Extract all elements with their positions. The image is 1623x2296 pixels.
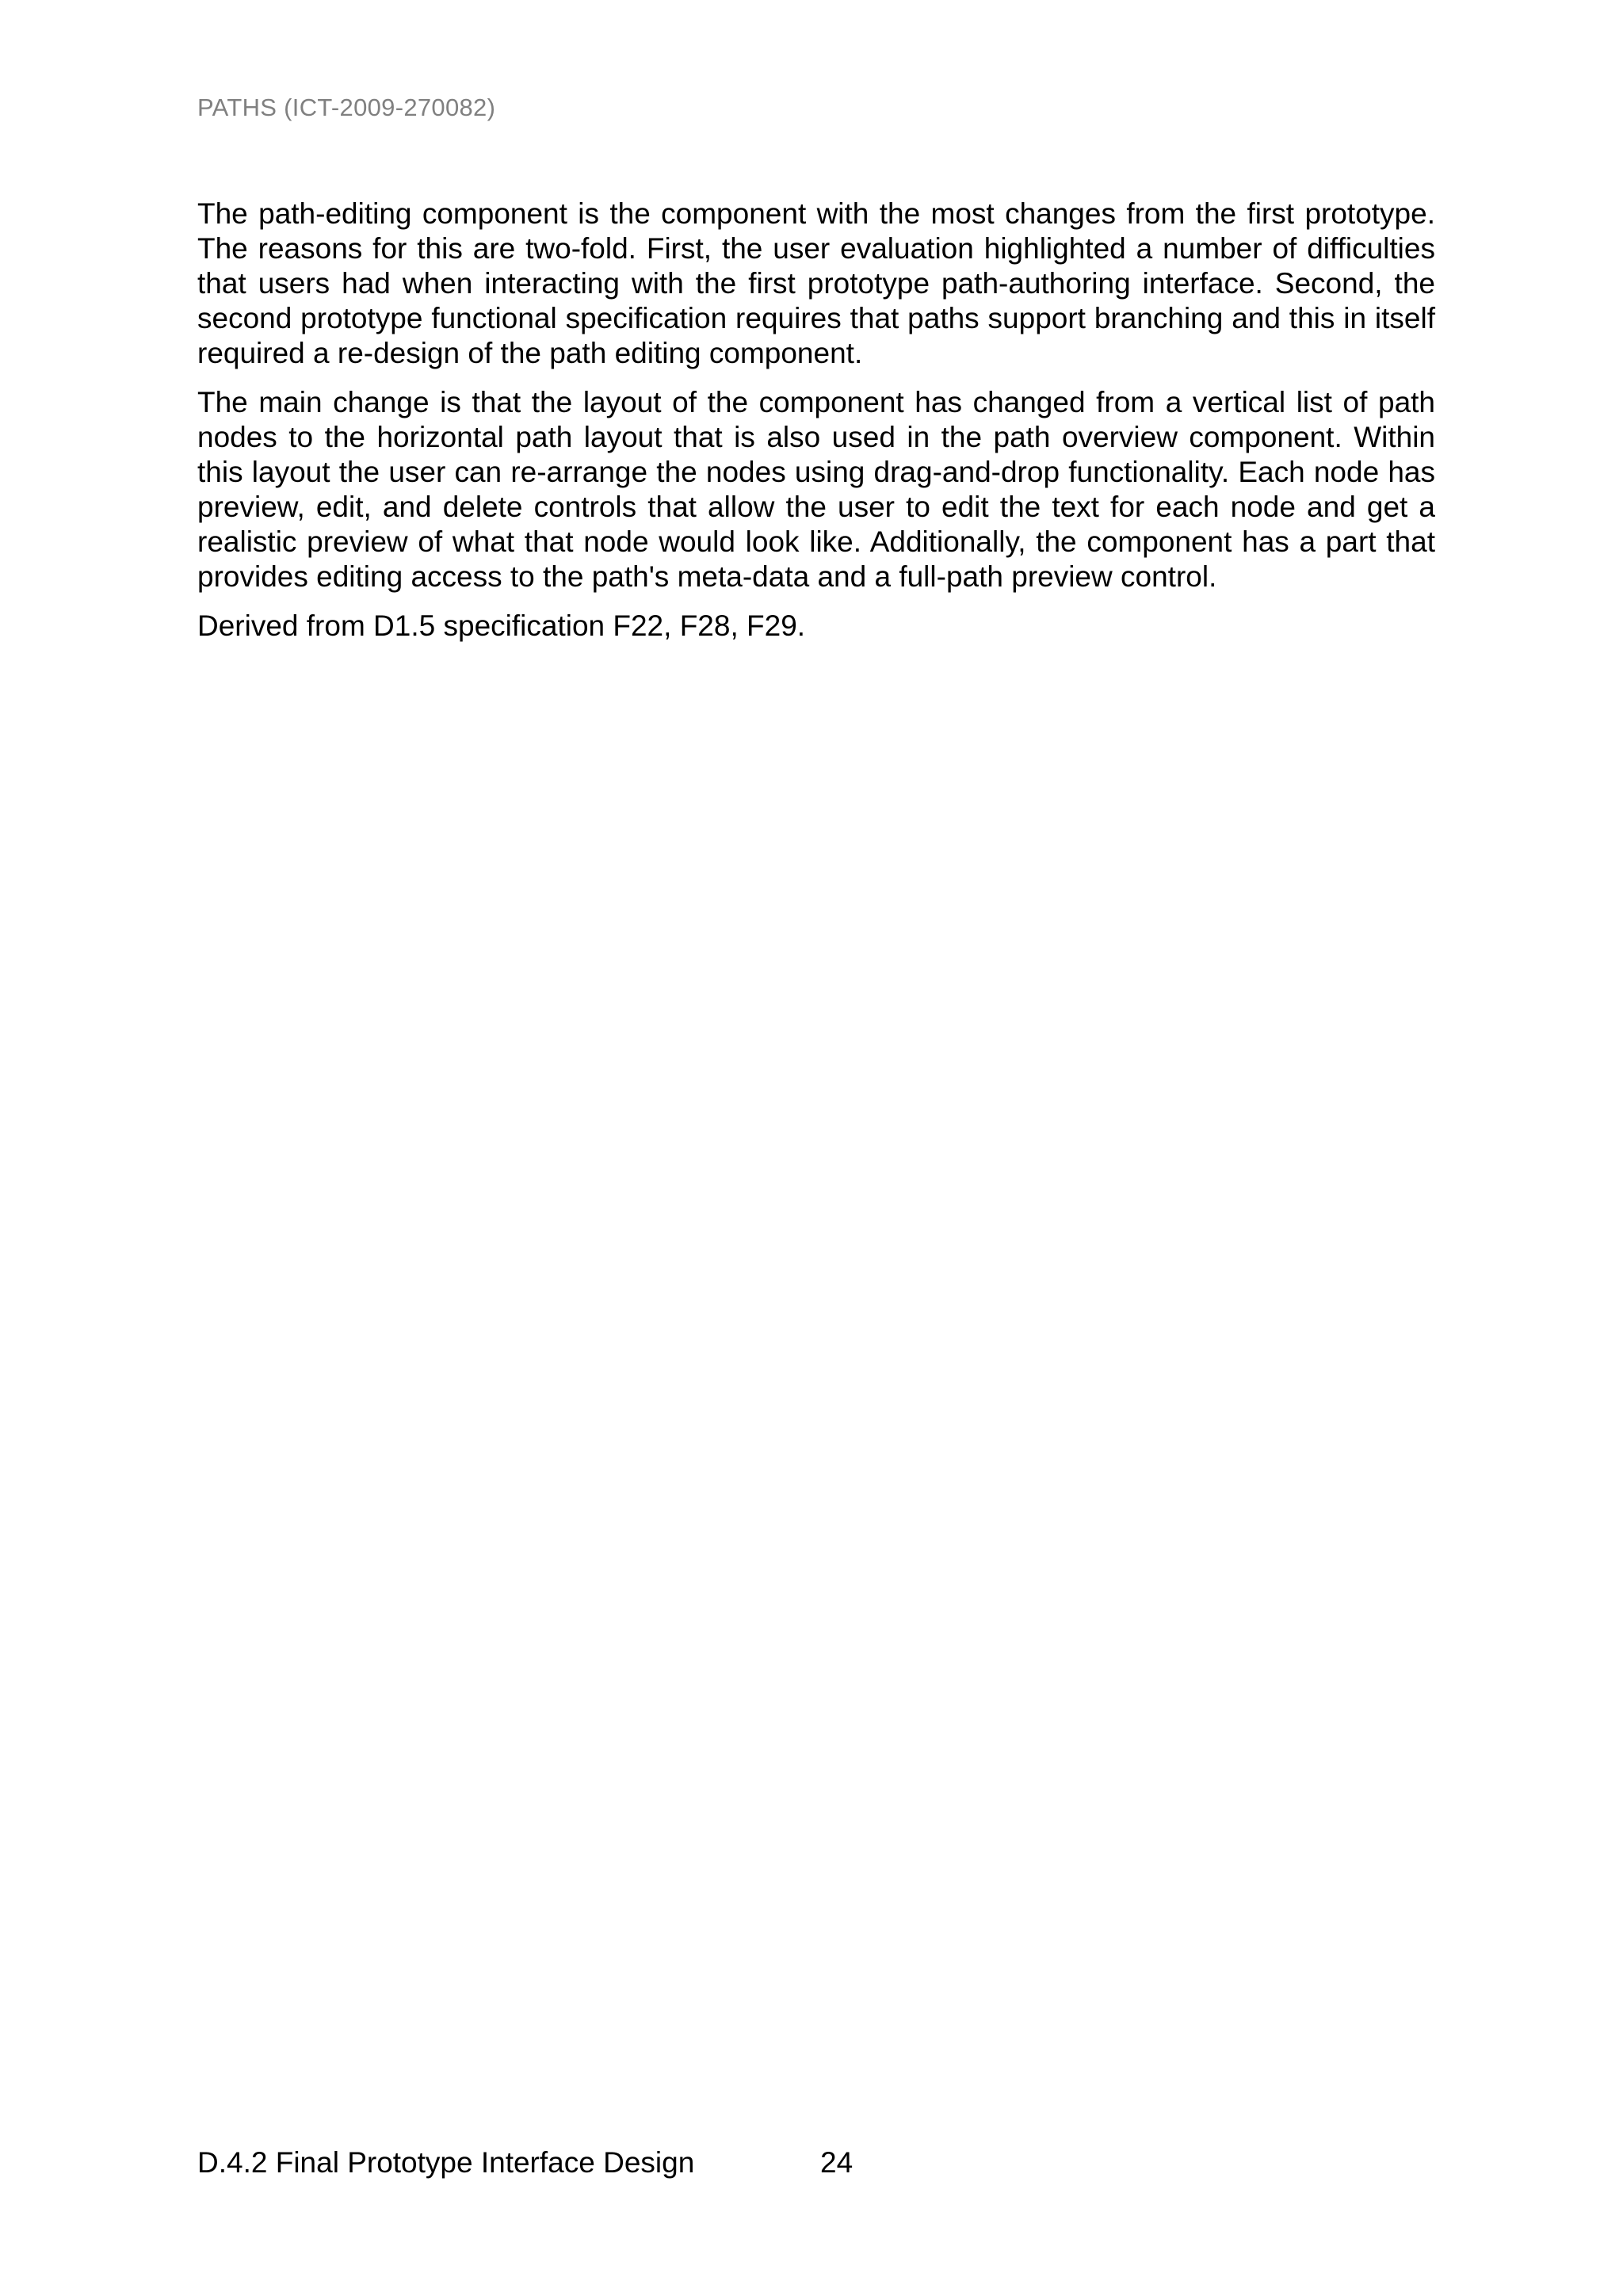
paragraph-layout-change: The main change is that the layout of the component has changed from a vertical list of path nodes to the horizontal path layout that is also used in the path overview component. Within this layout the user can re-arrange the nodes using drag-and-drop functionality. Each node has preview, edit, and delete controls that allow the user to edit the text for each node and get a realistic preview of what that node would look like. Additionally, the component has a part that provides editing access to the path's meta-data and a full-path preview control. (197, 386, 1435, 593)
footer-document-title: D.4.2 Final Prototype Interface Design (197, 2146, 695, 2179)
footer-page-number: 24 (820, 2146, 854, 2179)
paragraph-path-editing-changes: The path-editing component is the component with the most changes from the first prototype. The reasons for this are two-fold. First, the user evaluation highlighted a number of difficulties that users had when interacting with the first prototype path-authoring interface. Second, the second prototype functional specification requires that paths support branching and this in itself required a re-design of the path editing component. (197, 197, 1435, 369)
body-text (197, 197, 1435, 658)
running-header: PATHS (ICT-2009-270082) (197, 94, 496, 121)
paragraph-derived-from: Derived from D1.5 specification F22, F28, F29. (197, 609, 806, 642)
